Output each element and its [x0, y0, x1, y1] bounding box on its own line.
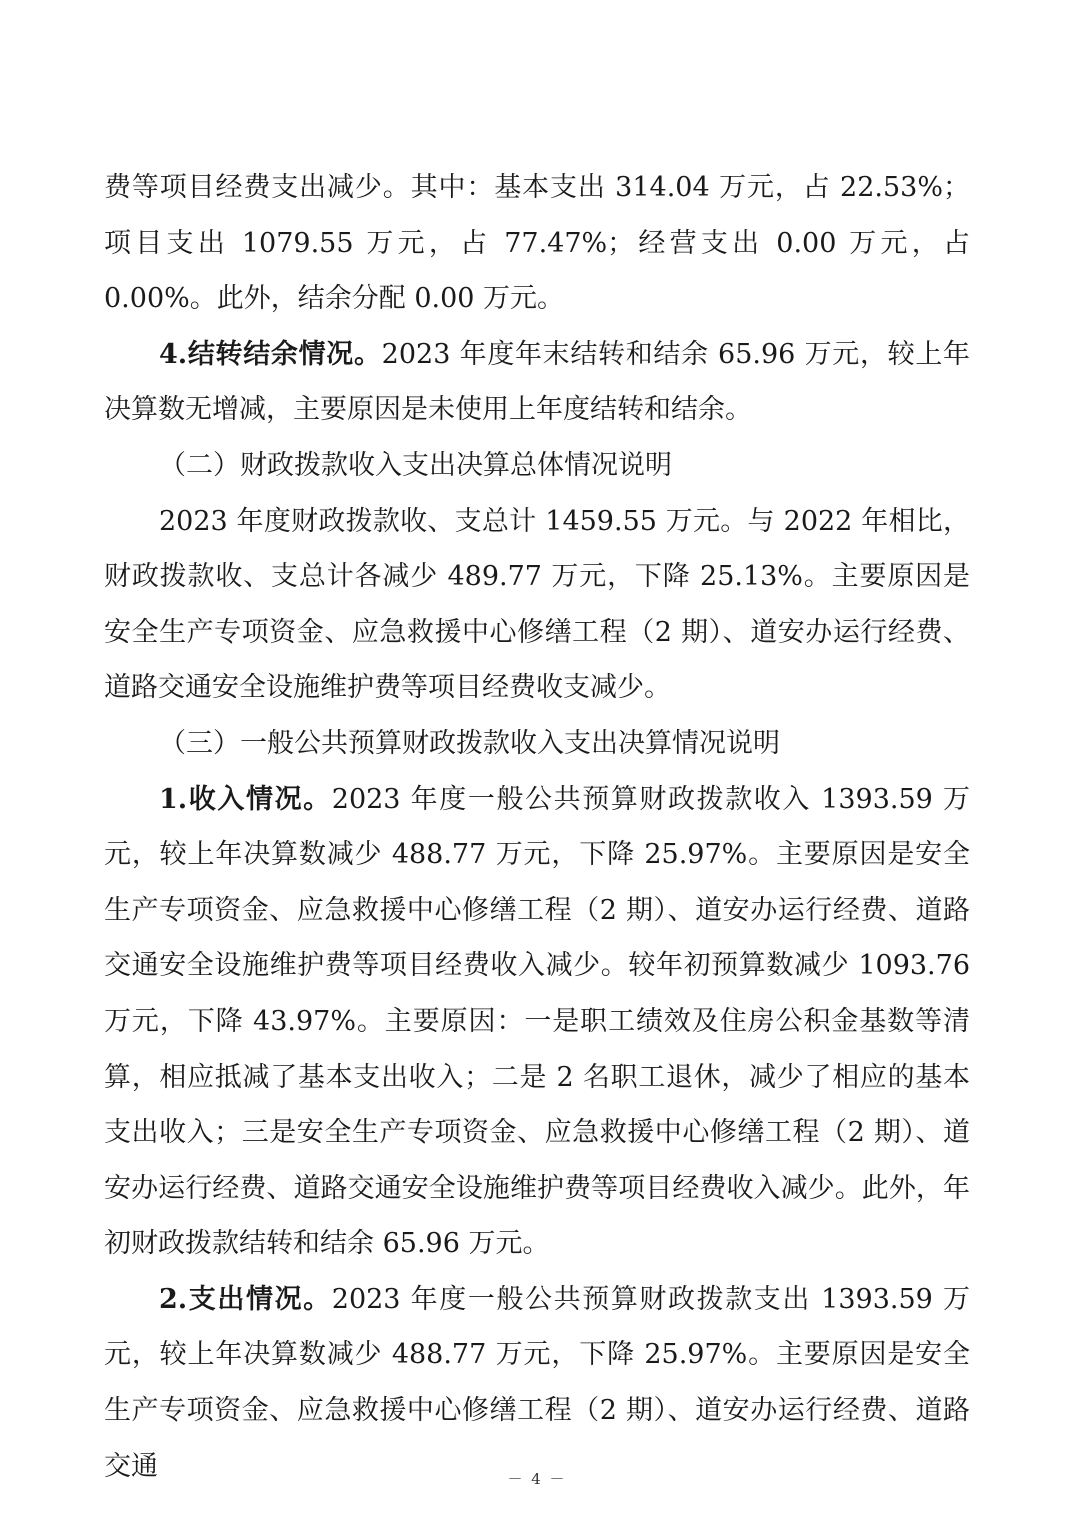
page-number: － 4 － — [507, 1470, 567, 1488]
paragraph-fiscal-overview: 2023 年度财政拨款收、支总计 1459.55 万元。与 2022 年相比，财政拨款收、支总计各减少 489.77 万元，下降 25.13%。主要原因是安全生产专项资金、应急救援中心修缮工程（2 期）、道安办运行经费、道路交通安全设施维护费等项目经费收支减少。 — [104, 505, 970, 704]
paragraph-carryover-body: 2023 年度年末结转和结余 65.96 万元，较上年决算数无增减，主要原因是未使用上年度结转和结余。 — [104, 338, 971, 426]
paragraph-expenditure — [104, 1272, 970, 1494]
body-text — [104, 160, 970, 1494]
paragraph-expenditure-body: 2023 年度一般公共预算财政拨款支出 1393.59 万元，较上年决算数减少 488.77 万元，下降 25.97%。主要原因是安全生产专项资金、应急救援中心修缮工程（2 期）、道安办运行经费、道路交通 — [104, 1283, 970, 1482]
paragraph-income-title: 1.收入情况。 — [159, 783, 332, 815]
paragraph-carryover — [104, 327, 970, 438]
paragraph-income — [104, 772, 970, 1272]
paragraph-carryover-title: 4.结转结余情况。 — [159, 338, 382, 370]
section-heading-fiscal-overview: （二）财政拨款收入支出决算总体情况说明 — [159, 449, 672, 481]
paragraph-income-body: 2023 年度一般公共预算财政拨款收入 1393.59 万元，较上年决算数减少 488.77 万元，下降 25.97%。主要原因是安全生产专项资金、应急救援中心修缮工程（2 期）、道安办运行经费、道路交通安全设施维护费等项目经费收入减少。较年初预算数减少 1093.76 万元，下降 43.97%。主要原因：一是职工绩效及住房公积金基数等清算，相应抵减了基本支出收入；二是 2 名职工退休，减少了相应的基本支出收入；三是安全生产专项资金、应急救援中心修缮工程（2 期）、道安办运行经费、道路交通安全设施维护费等项目经费收入减少。此外，年初财政拨款结转和结余 65.96 万元。 — [104, 783, 970, 1260]
section-heading-general-budget: （三）一般公共预算财政拨款收入支出决算情况说明 — [159, 727, 780, 759]
paragraph-expenditure-title: 2.支出情况。 — [159, 1283, 332, 1315]
paragraph-expenditure-continued: 费等项目经费支出减少。其中：基本支出 314.04 万元，占 22.53%；项目支出 1079.55 万元，占 77.47%；经营支出 0.00 万元，占 0.00%。此外，结余分配 0.00 万元。 — [104, 172, 970, 315]
